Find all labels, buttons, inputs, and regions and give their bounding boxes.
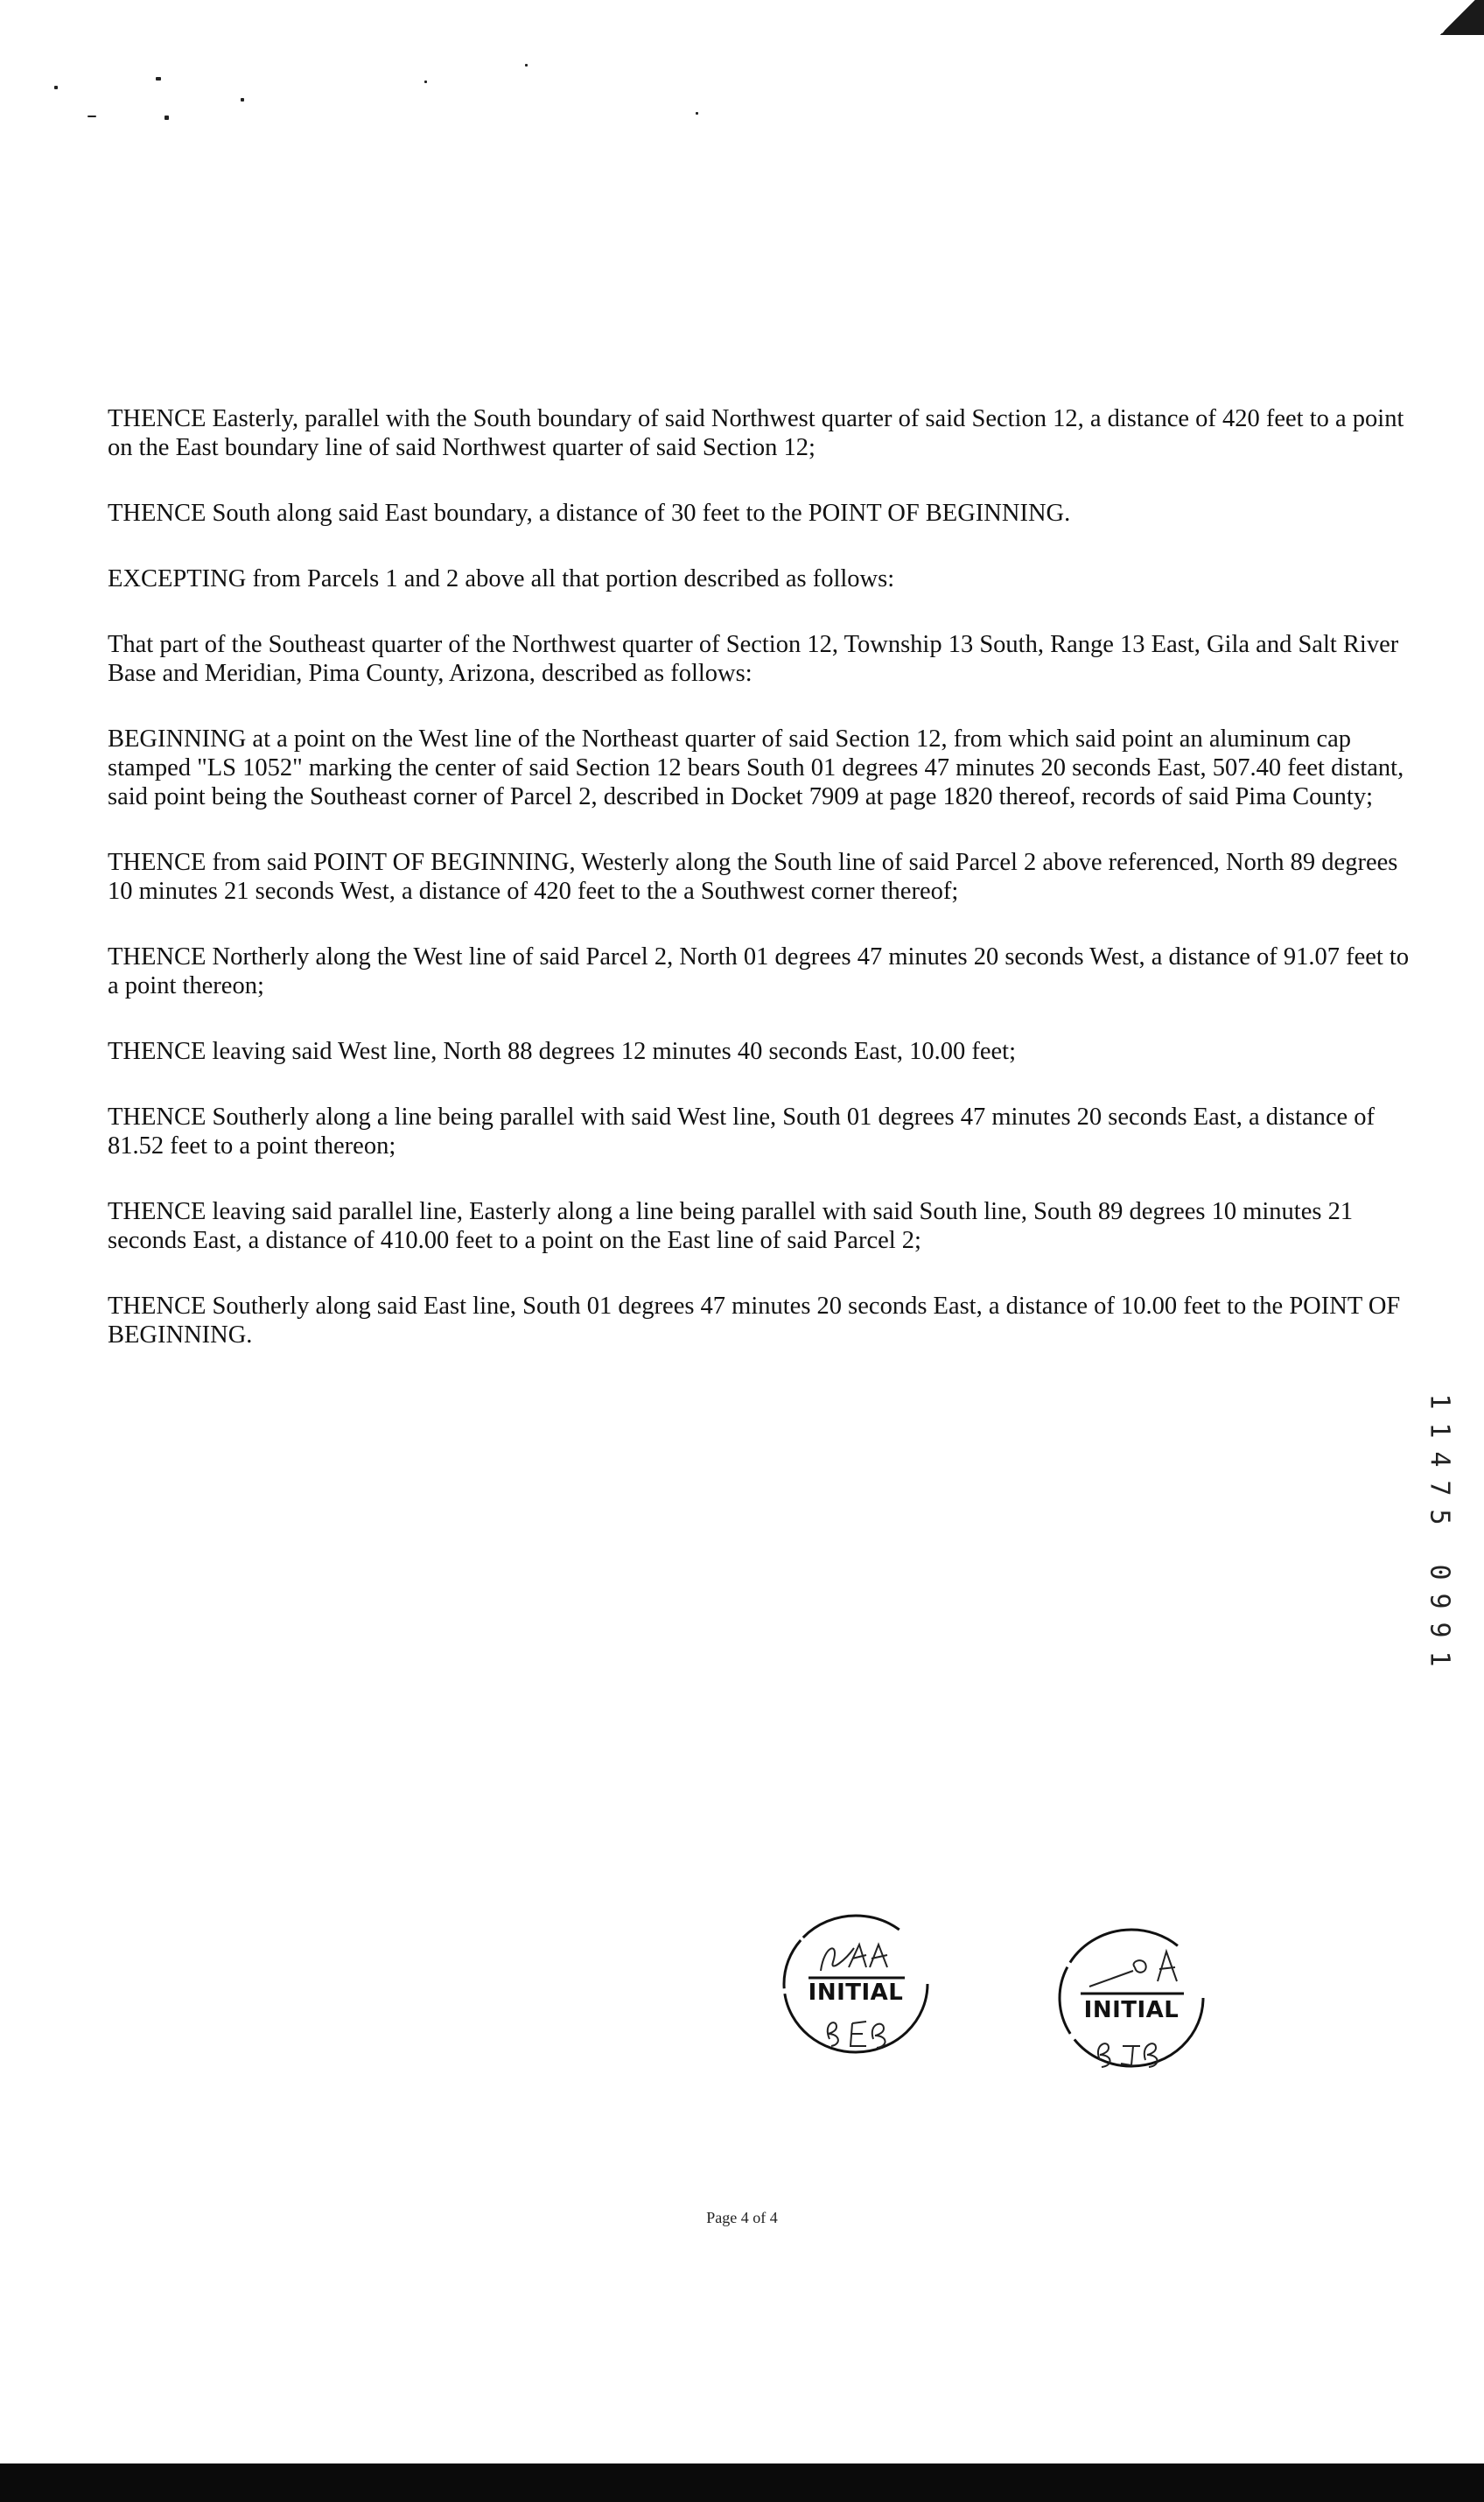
recording-number [1418,1387,1461,1673]
page-digit: 9 [1424,1593,1455,1609]
legal-paragraph-4: That part of the Southeast quarter of the Northwest quarter of Section 12, Township 13 South, Range 13 East, Gila and Salt River Base and Meridian, Pima County, Arizona, described as follows: [108,631,1399,687]
stamp-label: INITIAL [1083,1997,1180,2023]
legal-paragraph-6: THENCE from said POINT OF BEGINNING, Westerly along the South line of said Parcel 2 above referenced, North 89 degrees 10 minutes 21 seconds West, a distance of 420 feet to the a Southwest corner thereof; [108,849,1398,905]
scan-speck [164,116,169,120]
legal-paragraph-9: THENCE Southerly along a line being parallel with said West line, South 01 degrees 47 minutes 20 seconds East, a distance of 81.52 feet to a point thereon; [108,1104,1376,1160]
scan-speck [525,64,528,67]
docket-digit: 1 [1424,1422,1455,1439]
legal-paragraph-7: THENCE Northerly along the West line of said Parcel 2, North 01 degrees 47 minutes 20 seconds West, a distance of 91.07 feet to a point thereon; [108,943,1410,999]
legal-paragraph-10: THENCE leaving said parallel line, Easterly along a line being parallel with said South line, South 89 degrees 10 minutes 21 seconds East, a distance of 410.00 feet to a point on the East line of said Parcel 2; [108,1198,1354,1254]
stamp-label: INITIAL [808,1980,904,2006]
docket-digit: 1 [1424,1393,1455,1410]
legal-paragraph-2: THENCE South along said East boundary, a distance of 30 feet to the POINT OF BEGINNING. [108,500,1071,527]
page-digit: 1 [1424,1650,1455,1667]
initial-stamp [1054,1924,1208,2072]
scan-speck [424,81,427,83]
legal-paragraph-3: EXCEPTING from Parcels 1 and 2 above all that portion described as follows: [108,565,895,592]
legal-paragraph-11: THENCE Southerly along said East line, South 01 degrees 47 minutes 20 seconds East, a distance of 10.00 feet to the POINT OF BEGINNING. [108,1293,1401,1349]
docket-digit: 7 [1424,1480,1455,1496]
scan-artifact-bottom-band [0,2463,1484,2502]
page-digit: 9 [1424,1622,1455,1638]
scan-speck [241,98,244,102]
scan-speck [88,116,96,117]
docket-digit: 5 [1424,1509,1455,1525]
scan-speck [54,86,58,89]
legal-paragraph-1: THENCE Easterly, parallel with the South boundary of said Northwest quarter of said Section 12, a distance of 420 feet to a point on the East boundary line of said Northwest quarter of said Section 12; [108,405,1404,461]
legal-description-body [108,404,1420,1386]
page-digit: 0 [1424,1564,1455,1580]
initial-stamp [779,1910,933,2058]
legal-paragraph-5: BEGINNING at a point on the West line of the Northeast quarter of said Section 12, from which said point an aluminum cap stamped "LS 1052" marking the center of said Section 12 bears South 01 degrees 47 minutes 20 seconds East, 507.40 feet distant, said point being the Southeast corner of Parcel 2, described in Docket 7909 at page 1820 thereof, records of said Pima County; [108,725,1404,810]
scan-speck [696,112,698,115]
scan-artifact-corner [1432,0,1484,35]
legal-paragraph-8: THENCE leaving said West line, North 88 degrees 12 minutes 40 seconds East, 10.00 feet; [108,1038,1017,1065]
page-number: Page 4 of 4 [706,2209,778,2226]
docket-digit: 4 [1424,1451,1455,1468]
scan-speck [156,77,161,81]
